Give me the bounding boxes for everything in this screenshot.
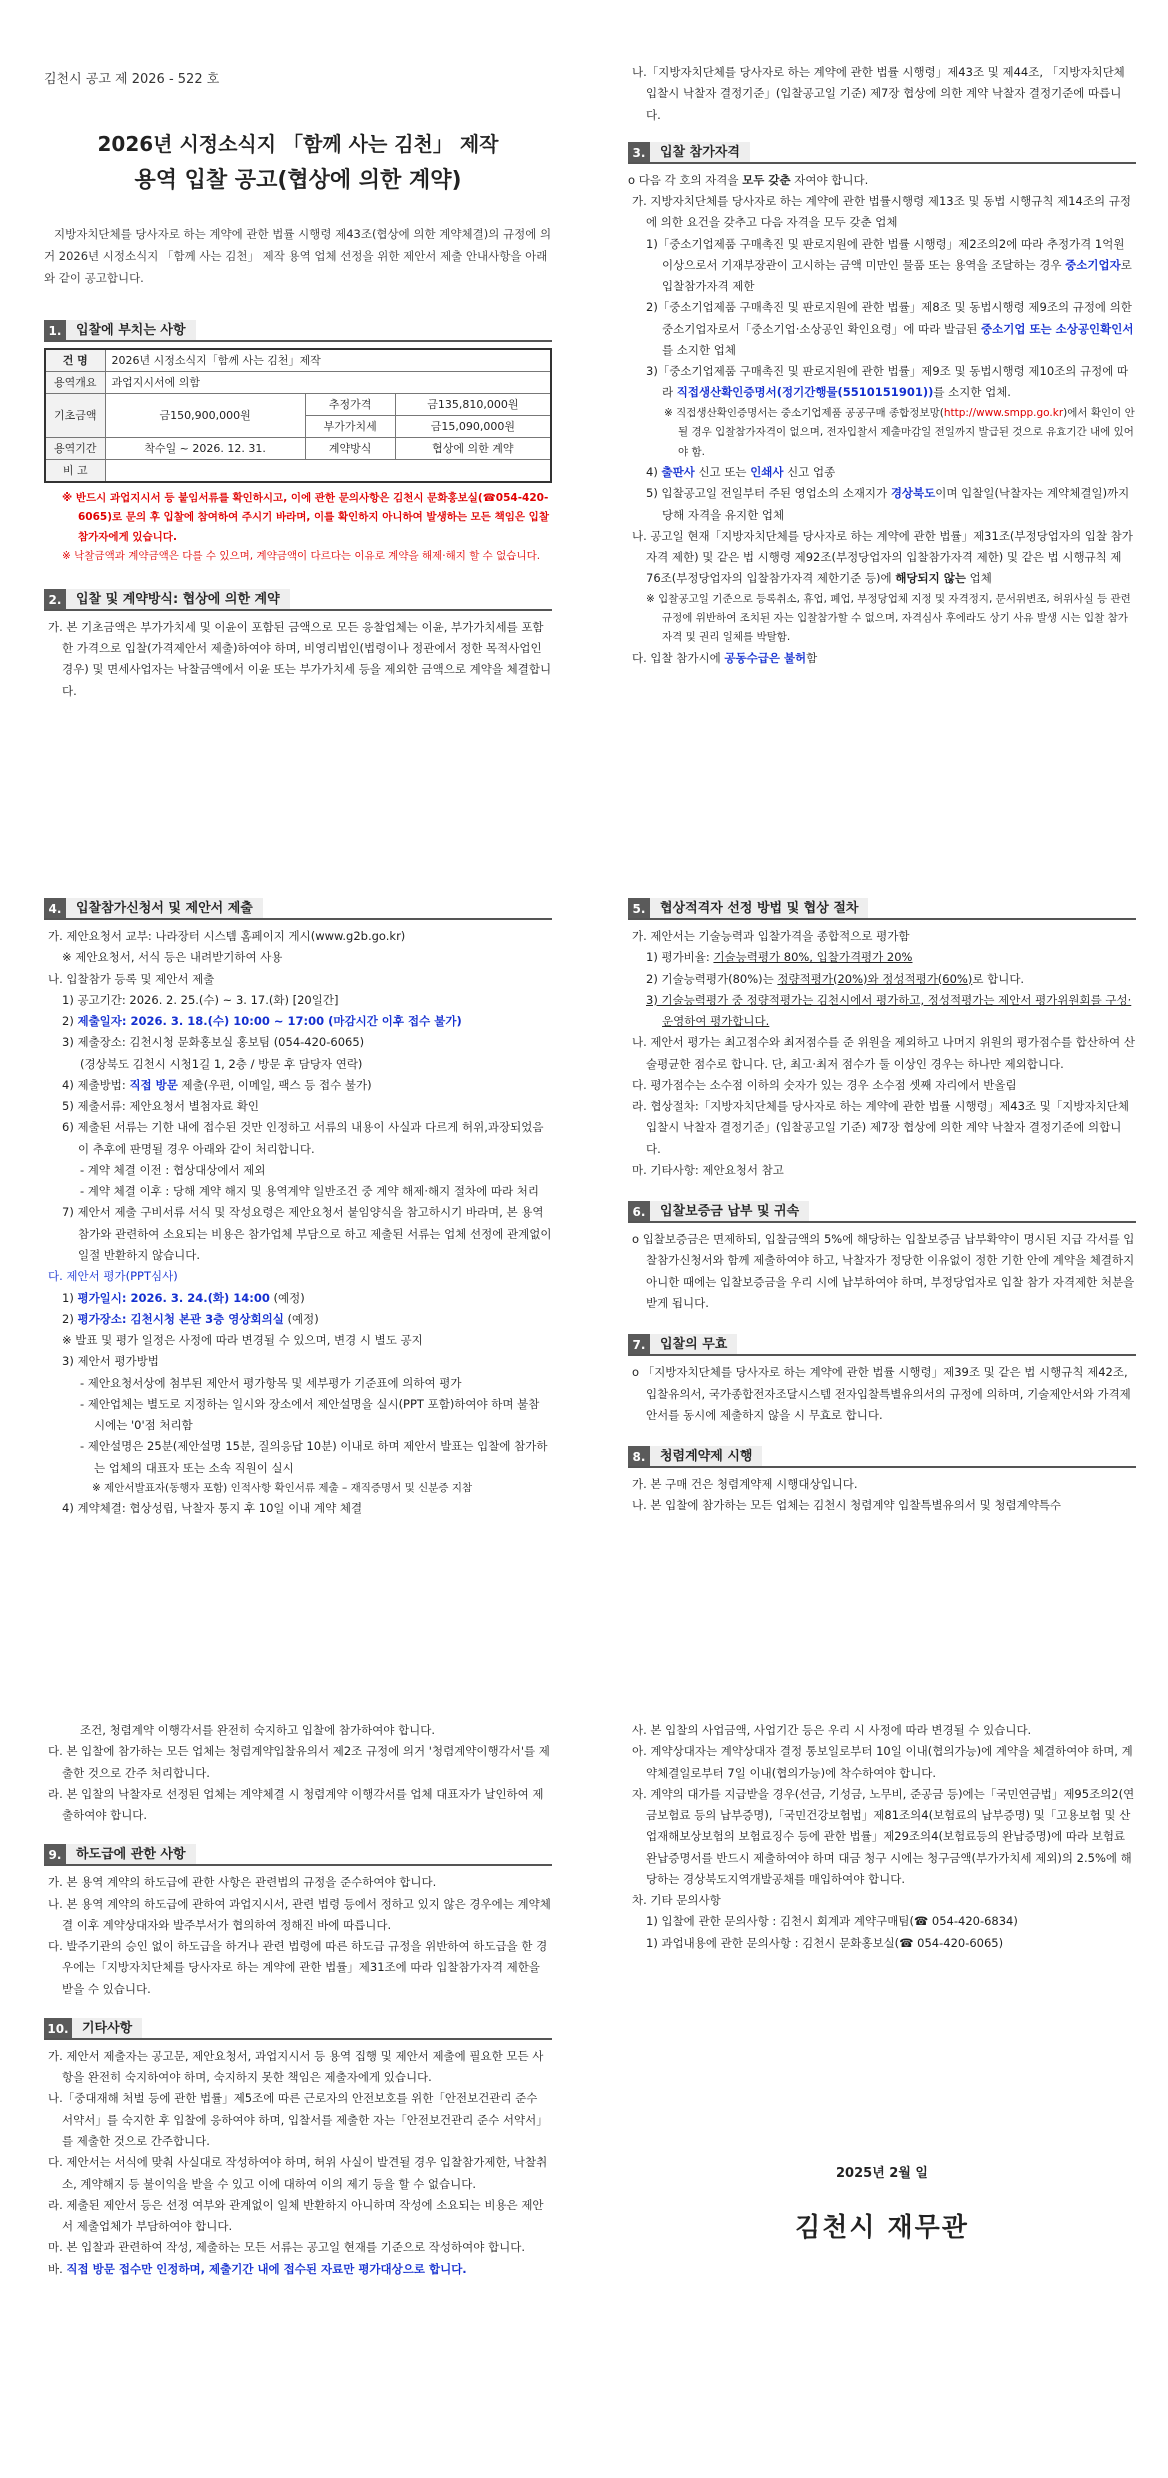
paragraph — [628, 947, 1136, 968]
section-4-header — [44, 898, 552, 920]
text: 중소기업 또는 소상공인확인서 — [981, 321, 1134, 336]
paragraph: 차. 기타 문의사항 — [632, 1893, 721, 1908]
paragraph: 아. 계약상대자는 계약상대자 결정 통보일로부터 10일 이내(협의가능)에 계약을 체결하여야 하며, 계약체결일로부터 7일 이내(협의가능)에 착수하여야 합니다. — [632, 1744, 1133, 1780]
table-label: 부가가치세 — [305, 415, 395, 437]
text: 해당되지 않는 — [895, 571, 966, 586]
section-number: 6. — [628, 1201, 650, 1221]
text: 4) — [646, 464, 662, 479]
paragraph — [628, 462, 1136, 483]
text: 2) — [62, 1311, 78, 1326]
table-cell: 금15,090,000원 — [395, 415, 551, 437]
paragraph: 나.「중대재해 처벌 등에 관한 법률」제5조에 따른 근로자의 안전보호를 위한「안전보건관리 준수 서약서」를 숙지한 후 입찰에 응하여야 하며, 입찰서를 제출한 자는「안전보건관리 준수 서약서」를 제출한 것으로 간주합니다. — [48, 2091, 548, 2148]
text: 직접생산확인증명서(정기간행물(5510151901)) — [676, 385, 934, 400]
section-title: 청렴계약제 시행 — [650, 1446, 762, 1466]
text: 3)「중소기업제품 구매촉진 및 판로지원에 관한 법률」제9조 및 동법시행령 제10조의 규정에 따라 — [646, 364, 1129, 400]
section-10-header — [44, 2018, 552, 2040]
section-number: 7. — [628, 1334, 650, 1354]
paragraph: - 계약 체결 이후 : 당해 계약 해지 및 용역계약 일반조건 중 계약 해제·해지 절차에 따라 처리 — [80, 1184, 539, 1199]
note: ※ 입찰공고일 기준으로 등록취소, 휴업, 폐업, 부정당업체 지정 및 자격정지, 문서위변조, 허위사실 등 관련 규정에 위반하여 조치된 자는 입찰참가할 수 없으며, 자격심사 후에라도 상기 사유 발생 시는 입찰 참가 자격 및 권리 일체를 박탈함. — [646, 592, 1131, 644]
paragraph: o 「지방자치단체를 당사자로 하는 계약에 관한 법률 시행령」제39조 및 같은 법 시행규칙 제42조, 입찰유의서, 국가종합전자조달시스템 전자입찰특별유의서의 규정에 의하며, 기술제안서와 가격제안서를 동시에 제출하지 않을 시 무효로 합니다. — [632, 1365, 1131, 1422]
text: 공동수급은 불허 — [724, 650, 807, 665]
text: o 다음 각 호의 자격을 — [628, 172, 743, 187]
warning-note: ※ 반드시 과업지시서 등 붙임서류를 확인하시고, 이에 관한 문의사항은 김천시 문화홍보실(☎054-420-6065)로 문의 후 입찰에 참여하여 주시기 바라며, 이를 확인하지 아니하여 발생하는 모든 책임은 입찰참가자에게 있습니다. — [62, 492, 549, 543]
paragraph: - 제안요청서상에 첨부된 제안서 평가항목 및 세부평가 기준표에 의하여 평가 — [80, 1375, 462, 1390]
section-number: 8. — [628, 1446, 650, 1466]
section-8-header — [628, 1446, 1136, 1468]
paragraph — [628, 483, 1136, 526]
section-title: 입찰보증금 납부 및 귀속 — [650, 1201, 809, 1221]
section-number: 2. — [44, 589, 66, 609]
paragraph: 가. 본 기초금액은 부가가치세 및 이윤이 포함된 금액으로 모든 응찰업체는 이윤, 부가가치세를 포함한 가격으로 입찰(가격제안서 제출)하여야 하며, 비영리법인(법령이나 정관에서 정한 목적사업인 경우) 및 면세사업자는 낙찰금액에서 이윤 또는 부가가치세 등을 제외한 금액으로 계약을 체결합니다. — [48, 619, 552, 698]
note: ※ 발표 및 평가 일정은 사정에 따라 변경될 수 있으며, 변경 시 별도 공지 — [62, 1333, 423, 1348]
section-title: 협상적격자 선정 방법 및 협상 절차 — [650, 898, 868, 918]
table-cell: 협상에 의한 계약 — [395, 437, 551, 459]
paragraph: (경상북도 김천시 시청1길 1, 2층 / 방문 후 담당자 연락) — [80, 1056, 363, 1071]
section-title: 입찰참가신청서 및 제안서 제출 — [66, 898, 263, 918]
paragraph — [628, 170, 1136, 191]
paragraph: 1) 공고기간: 2026. 2. 25.(수) ~ 3. 17.(화) [20일간] — [62, 992, 339, 1007]
text: 제출일자: 2026. 3. 18.(수) 10:00 ~ 17:00 (마감시간 이후 접수 불가) — [77, 1014, 462, 1029]
paragraph: 나. 제안서 평가는 최고점수와 최저점수를 준 위원을 제외하고 나머지 위원의 평가점수를 합산하여 산술평균한 점수로 합니다. 단, 최고·최저 점수가 둘 이상인 경우는 하나만 제외합니다. — [632, 1035, 1135, 1071]
section-title: 기타사항 — [72, 2018, 142, 2038]
section-title: 입찰의 무효 — [650, 1334, 737, 1354]
section-number: 1. — [44, 320, 66, 340]
text: 직접 방문 — [129, 1077, 178, 1092]
paragraph: - 계약 체결 이전 : 협상대상에서 제외 — [80, 1162, 266, 1177]
text: 평가일시: 2026. 3. 24.(화) 14:00 — [77, 1290, 270, 1305]
table-cell: 금135,810,000원 — [395, 393, 551, 415]
table-cell — [105, 460, 551, 483]
paragraph: 나. 입찰참가 등록 및 제안서 제출 — [48, 971, 215, 986]
link-text: http://www.smpp.go.kr — [943, 406, 1064, 419]
section-title: 입찰에 부치는 사항 — [66, 320, 196, 340]
paragraph: 나. 본 입찰에 참가하는 모든 업체는 김천시 청렴계약 입찰특별유의서 및 청렴계약특수 — [632, 1498, 1062, 1513]
text: 기술능력평가 80%, 입찰가격평가 20% — [713, 950, 913, 965]
text: 나. 공고일 현재「지방자치단체를 당사자로 하는 계약에 관한 법률」제31조(부정당업자의 입찰 참가자격 제한) 및 같은 법 시행령 제92조(부정당업자의 입찰참가자격 제한) 및 같은 법 시행규칙 제76조(부정당업자의 입찰참가자격 제한기준 등)에 — [632, 528, 1133, 586]
text: 중소기업자 — [1065, 257, 1121, 272]
paragraph: 가. 제안서는 기술능력과 입찰가격을 종합적으로 평가함 — [632, 929, 910, 943]
paragraph: 5) 제출서류: 제안요청서 별첨자료 확인 — [62, 1099, 259, 1114]
text: 신고 업종 — [783, 464, 836, 479]
paragraph: 나. 본 용역 계약의 하도급에 관하여 과업지시서, 관련 법령 등에서 정하고 있지 않은 경우에는 계약체결 이후 계약상대자와 발주부서가 협의하여 정해진 바에 따릅니다. — [48, 1896, 551, 1932]
section-1 — [44, 320, 552, 567]
paragraph — [628, 526, 1136, 590]
paragraph: 가. 제안요청서 교부: 나라장터 시스템 홈페이지 게시(www.g2b.go.kr) — [48, 929, 406, 943]
text: 4) 제출방법: — [62, 1077, 130, 1092]
section-title: 입찰 참가자격 — [650, 142, 750, 162]
text: 로 입찰참가자격 제한 — [662, 257, 1132, 294]
section-9 — [44, 1844, 552, 2000]
contact-line: 1) 과업내용에 관한 문의사항 : 김천시 문화홍보실(☎ 054-420-6065) — [646, 1935, 1004, 1950]
paragraph — [44, 2259, 552, 2280]
text: 신고 또는 — [694, 464, 751, 479]
section-4 — [44, 898, 552, 1520]
text: 1)「중소기업제품 구매촉진 및 판로지원에 관한 법률 시행령」제2조의2에 따라 추정가격 1억원 이상으로서 기재부장관이 고시하는 금액 미만인 물품 또는 용역을 조달하는 경우 — [646, 236, 1125, 272]
bid-spec-table — [44, 348, 552, 483]
table-cell: 금150,900,000원 — [105, 393, 305, 437]
paragraph: 다. 평가점수는 소수점 이하의 숫자가 있는 경우 소수점 셋째 자리에서 반올림 — [632, 1077, 1017, 1092]
paragraph: 마. 기타사항: 제안요청서 참고 — [632, 1162, 784, 1177]
text: )에서 확인이 안 될 경우 입찰참가자격이 없으며, 전자입찰서 제출마감일 전일까지 발급된 것으로 유효기간 내에 있어야 함. — [678, 406, 1135, 458]
page1-right — [628, 62, 1136, 669]
page2-right — [628, 898, 1136, 1517]
section-number: 9. — [44, 1844, 66, 1864]
notice-date: 2025년 2월 일 — [836, 2165, 928, 2181]
table-label: 용역개요 — [45, 371, 105, 393]
document-title: 2026년 시정소식지 「함께 사는 김천」 제작 — [97, 132, 499, 157]
page1-left — [44, 70, 552, 702]
paragraph: 나.「지방자치단체를 당사자로 하는 계약에 관한 법률 시행령」제43조 및 제44조, 「지방자치단체 입찰시 낙찰자 결정기준」(입찰공고일 기준) 제7장 협상에 의한 계약 낙찰자 결정기준에 따릅니다. — [632, 65, 1125, 122]
page2-left — [44, 898, 552, 1520]
table-label: 추정가격 — [305, 393, 395, 415]
text: 로 합니다. — [972, 971, 1025, 986]
paragraph: 다. 제안서 평가(PPT심사) — [48, 1269, 178, 1284]
table-label: 기초금액 — [45, 393, 105, 437]
section-3-header — [628, 142, 1136, 164]
text: (예정) — [269, 1290, 305, 1305]
note: ※ 제안요청서, 서식 등은 내려받기하여 사용 — [62, 950, 283, 965]
paragraph: 3) 기술능력평가 중 정량적평가는 김천시에서 평가하고, 정성적평가는 제안서 평가위원회를 구성·운영하여 평가합니다. — [646, 992, 1132, 1029]
section-8 — [628, 1446, 1136, 1517]
section-6-header — [628, 1201, 1136, 1223]
text: 모두 갖춘 — [742, 172, 791, 187]
paragraph: 사. 본 입찰의 사업금액, 사업기간 등은 우리 시 사정에 따라 변경될 수 있습니다. — [632, 1723, 1032, 1737]
paragraph: - 제안업체는 별도로 지정하는 일시와 장소에서 제안설명을 실시(PPT 포함)하여야 하며 불참 시에는 '0'점 처리함 — [80, 1396, 540, 1433]
section-number: 3. — [628, 142, 650, 162]
paragraph: 3) 제출장소: 김천시청 문화홍보실 홍보팀 (054-420-6065) — [62, 1035, 365, 1050]
page3-left — [44, 1720, 552, 2280]
section-5-header — [628, 898, 1136, 920]
paragraph — [628, 969, 1136, 990]
table-label: 건 명 — [45, 349, 105, 372]
text: 자여야 합니다. — [790, 172, 869, 187]
text: (예정) — [283, 1311, 319, 1326]
text: 출판사 — [661, 464, 695, 479]
paragraph: 다. 제안서는 서식에 맞춰 사실대로 작성하여야 하며, 허위 사실이 발견될 경우 입찰참가제한, 낙찰취소, 계약해지 등 불이익을 받을 수 있고 이에 대하여 이의 제기 등을 할 수 없습니다. — [48, 2155, 548, 2191]
contact-line: 1) 입찰에 관한 문의사항 : 김천시 회계과 계약구매팀(☎ 054-420-6834) — [646, 1914, 1018, 1929]
paragraph — [628, 361, 1136, 404]
section-7-header — [628, 1334, 1136, 1356]
paragraph: 6) 제출된 서류는 기한 내에 접수된 것만 인정하고 서류의 내용이 사실과 다르게 허위,과장되었음이 추후에 판명될 경우 아래와 같이 처리합니다. — [62, 1120, 544, 1156]
text: 정량적평가(20%)와 정성적평가(60%) — [777, 971, 973, 986]
warning-note: ※ 낙찰금액과 계약금액은 다를 수 있으며, 계약금액이 다르다는 이유로 계약을 해제·해지 할 수 없습니다. — [62, 550, 541, 563]
text: 2) — [62, 1014, 78, 1029]
paragraph: 가. 본 구매 건은 청렴계약제 시행대상입니다. — [632, 1477, 858, 1492]
section-6 — [628, 1201, 1136, 1314]
text: 다. 입찰 참가시에 — [632, 650, 725, 665]
paragraph — [628, 234, 1136, 298]
text: 2)「중소기업제품 구매촉진 및 판로지원에 관한 법률」제8조 및 동법시행령 제9조의 규정에 의한 중소기업자로서「중소기업·소상공인 확인요령」에 따라 발급된 — [646, 300, 1132, 336]
paragraph — [628, 297, 1136, 361]
paragraph: 다. 발주기관의 승인 없이 하도급을 하거나 관련 법령에 따른 하도급 규정을 위반하여 하도급을 한 경우에는「지방자치단체를 당사자로 하는 계약에 관한 법률」제31조에 따라 입찰참가자격 제한을 받을 수 있습니다. — [48, 1939, 548, 1996]
table-cell: 과업지시서에 의함 — [105, 371, 551, 393]
note — [628, 404, 1136, 462]
table-label: 계약방식 — [305, 437, 395, 459]
paragraph: 자. 계약의 대가를 지급받을 경우(선금, 기성금, 노무비, 준공금 등)에는「국민연금법」제95조의2(연금보험료 등의 납부증명),「국민건강보험법」제81조의4(보험료의 납부증명) 및「고용보험 및 산업재해보상보험의 보험료징수 등에 관한 법률」제29조의4(보험료등의 완납증명)에 따라 보험료 완납증명서를 반드시 제출하여야 하며 대금 청구 시에는 청구금액(부가가치세 제외)의 2.5%에 해당하는 경상북도지역개발공채를 매입하여야 합니다. — [632, 1786, 1135, 1886]
table-cell: 2026년 시정소식지「함께 사는 김천」제작 — [105, 349, 551, 372]
section-3 — [628, 142, 1136, 669]
section-number: 10. — [44, 2018, 72, 2038]
paragraph: 4) 계약체결: 협상성립, 낙찰자 통지 후 10일 이내 계약 체결 — [62, 1501, 363, 1516]
section-9-header — [44, 1844, 552, 1866]
text: 바. — [48, 2261, 67, 2276]
text: 업체 — [965, 571, 992, 586]
paragraph: 라. 제출된 제안서 등은 선정 여부와 관계없이 일체 반환하지 아니하며 작성에 소요되는 비용은 제안서 제출업체가 부담하여야 합니다. — [48, 2197, 544, 2234]
section-10 — [44, 2018, 552, 2280]
paragraph: 다. 본 입찰에 참가하는 모든 업체는 청렴계약입찰유의서 제2조 규정에 의거 '청렴계약이행각서'를 제출한 것으로 간주 처리합니다. — [48, 1744, 550, 1780]
section-1-header — [44, 320, 552, 342]
paragraph: 마. 본 입찰과 관련하여 작성, 제출하는 모든 서류는 공고일 현재를 기준으로 작성하여야 합니다. — [48, 2240, 525, 2255]
paragraph: o 입찰보증금은 면제하되, 입찰금액의 5%에 해당하는 입찰보증금 납부확약이 명시된 지급 각서를 입찰참가신청서와 함께 제출하여야 하고, 낙찰자가 정당한 이유없이 정한 기한 안에 계약을 체결하지 아니한 때에는 입찰보증금을 우리 시에 납부하여야 하며, 부정당업자로 입찰 참가 자격제한 처분을 받게 됩니다. — [632, 1232, 1135, 1310]
paragraph: 라. 본 입찰의 낙찰자로 선정된 업체는 계약체결 시 청렴계약 이행각서를 업체 대표자가 날인하여 제출하여야 합니다. — [48, 1786, 544, 1823]
issuer-signature: 김천시 재무관 — [795, 2213, 969, 2244]
text: 경상북도 — [890, 486, 936, 501]
paragraph: 가. 제안서 제출자는 공고문, 제안요청서, 과업지시서 등 용역 집행 및 제안서 제출에 필요한 모든 사항을 완전히 숙지하여야 하며, 숙지하지 못한 책임은 제출자에게 있습니다. — [48, 2048, 544, 2085]
text: 함 — [806, 650, 818, 665]
document-number: 김천시 공고 제 2026 - 522 호 — [44, 72, 220, 87]
note: ※ 제안서발표자(동행자 포함) 인적사항 확인서류 제출 – 재직증명서 및 신분증 지참 — [92, 1481, 473, 1494]
text: 를 소지한 업체. — [933, 385, 1011, 400]
section-number: 4. — [44, 898, 66, 918]
text: 인쇄사 — [750, 464, 784, 479]
intro-paragraph: 지방자치단체를 당사자로 하는 계약에 관한 법률 시행령 제43조(협상에 의한 계약체결)의 규정에 의거 2026년 시정소식지 「함께 사는 김천」 제작 용역 업체 선정을 위한 제안서 제출 안내사항을 아래와 같이 공고합니다. — [44, 227, 552, 285]
text: ※ 직접생산확인증명서는 중소기업제품 공공구매 종합정보망( — [664, 406, 944, 419]
section-title: 하도급에 관한 사항 — [66, 1844, 196, 1864]
paragraph — [44, 1288, 552, 1309]
section-7 — [628, 1334, 1136, 1426]
section-2 — [44, 589, 552, 702]
paragraph — [628, 648, 1136, 669]
text: 5) 입찰공고일 전일부터 주된 영업소의 소재지가 — [646, 486, 891, 501]
section-5 — [628, 898, 1136, 1181]
text: 1) — [62, 1290, 78, 1305]
section-2-header — [44, 589, 552, 611]
paragraph: 라. 협상절차:「지방자치단체를 당사자로 하는 계약에 관한 법률 시행령」제43조 및「지방자치단체 입찰시 낙찰자 결정기준」(입찰공고일 기준) 제7장 협상에 의한 계약 낙찰자 결정기준에 의합니다. — [632, 1099, 1129, 1156]
paragraph: 가. 지방자치단체를 당사자로 하는 계약에 관한 법률시행령 제13조 및 동법 시행규칙 제14조의 규정에 의한 요건을 갖추고 다음 자격을 모두 갖춘 업체 — [632, 194, 1131, 230]
section-title: 입찰 및 계약방식: 협상에 의한 계약 — [66, 589, 290, 609]
text: 2) 기술능력평가(80%)는 — [646, 971, 778, 986]
text: 1) 평가비율: — [646, 950, 714, 965]
text: 제출(우편, 이메일, 팩스 등 접수 불가) — [177, 1077, 372, 1092]
paragraph — [44, 1309, 552, 1330]
table-label: 용역기간 — [45, 437, 105, 459]
table-cell: 착수일 ~ 2026. 12. 31. — [105, 437, 305, 459]
paragraph — [44, 1075, 552, 1096]
table-label: 비 고 — [45, 460, 105, 483]
section-number: 5. — [628, 898, 650, 918]
page3-right — [628, 1720, 1136, 2248]
paragraph: 7) 제안서 제출 구비서류 서식 및 작성요령은 제안요청서 붙임양식을 참고하시기 바라며, 본 용역 참가와 관련하여 소요되는 비용은 참가업체 부담으로 하고 제출된 서류는 업체 선정에 관계없이 일절 반환하지 않습니다. — [62, 1205, 552, 1262]
paragraph: 가. 본 용역 계약의 하도급에 관한 사항은 관련법의 규정을 준수하여야 합니다. — [48, 1875, 437, 1890]
paragraph: 조건, 청렴계약 이행각서를 완전히 숙지하고 입찰에 참가하여야 합니다. — [80, 1723, 436, 1737]
document-subtitle: 용역 입찰 공고(협상에 의한 계약) — [134, 168, 462, 194]
text: 평가장소: 김천시청 본관 3층 영상회의실 — [77, 1311, 284, 1326]
paragraph: - 제안설명은 25분(제안설명 15분, 질의응답 10분) 이내로 하며 제안서 발표는 입찰에 참가하는 업체의 대표자 또는 소속 직원이 실시 — [80, 1439, 548, 1475]
paragraph — [44, 1011, 552, 1032]
text: 이며 입찰일(낙찰자는 계약체결일)까지 당해 자격을 유지한 업체 — [662, 486, 1130, 522]
text: 직접 방문 접수만 인정하며, 제출기간 내에 접수된 자료만 평가대상으로 합니다. — [66, 2261, 467, 2276]
paragraph: 3) 제안서 평가방법 — [62, 1354, 159, 1369]
text: 를 소지한 업체 — [662, 342, 736, 357]
